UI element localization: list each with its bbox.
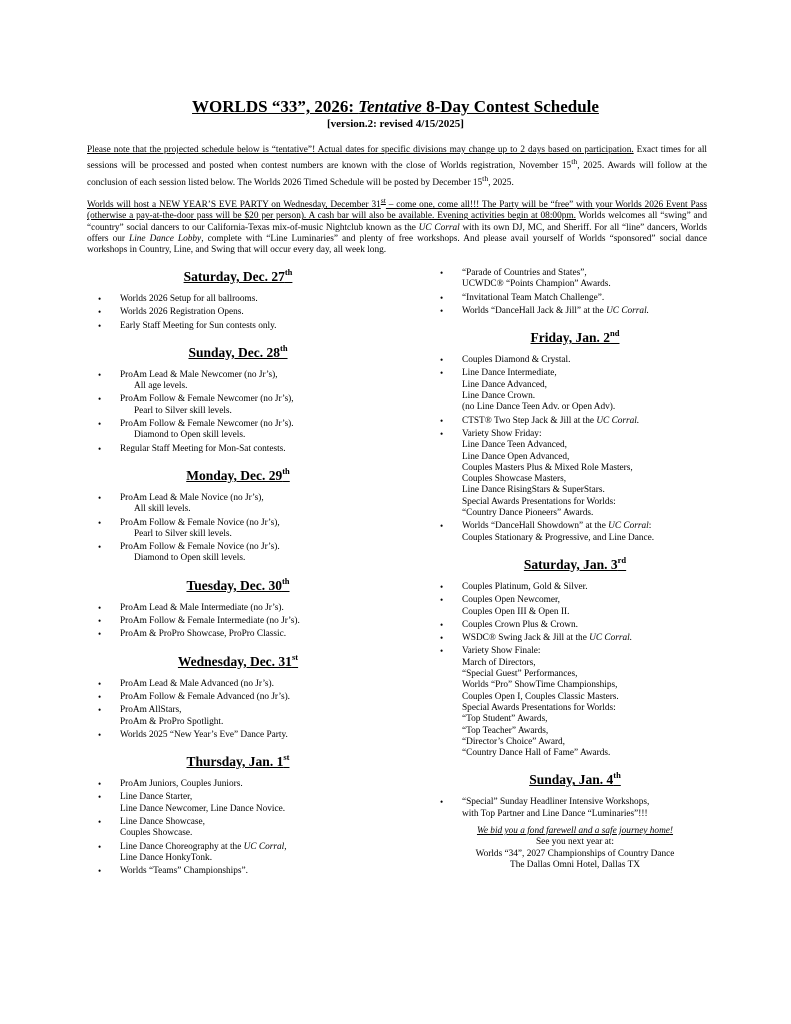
intro-text: Worlds welcomes all “swing” and “country” social dancers to our California-Texas mix-of-music Nightclub known as the xyxy=(87,211,707,233)
venue-name: UC Corral. xyxy=(596,415,640,426)
version-subtitle: [version.2: revised 4/15/2025] xyxy=(327,118,464,130)
list-item xyxy=(430,521,720,544)
superscript: th xyxy=(571,157,578,167)
next-year-event: Worlds “34”, 2027 Championships of Country Dance xyxy=(475,848,675,859)
intro-text: , 2025. Awards will follow at the conclusion of each session listed below. The Worlds 2026 Timed Schedule will be posted by December 15 xyxy=(87,161,708,188)
item-line: : xyxy=(648,521,652,532)
superscript: nd xyxy=(610,328,620,339)
item-line: CTST® Two Step Jack & Jill at the xyxy=(462,415,597,426)
venue-name: UC Corral xyxy=(608,521,649,532)
list-item xyxy=(88,518,388,541)
list-item xyxy=(88,817,388,840)
superscript: rd xyxy=(617,554,627,565)
day-heading-tue-dec-30 xyxy=(88,577,388,595)
item-subline: “Top Teacher” Awards, xyxy=(462,725,549,736)
item-line: ProAm Follow & Female Novice (no Jr’s), xyxy=(120,517,280,528)
list-item xyxy=(88,705,388,728)
item-line: WSDC® Swing Jack & Jill at the xyxy=(462,633,590,644)
item-subline: All age levels. xyxy=(134,381,188,392)
list-item xyxy=(88,679,388,690)
party-note: – come one, come all!!! The Party will be “free” with your Worlds 2026 Event Pass (otherwise a pay-at-the-door pass will be $20 per person). A cash bar will also be available. Evening activities begin at 08:00pm. xyxy=(87,200,707,222)
day-name: Sunday, Dec. 28 xyxy=(188,344,280,360)
day-name: Wednesday, Dec. 31 xyxy=(177,653,292,669)
day-heading-mon-dec-29 xyxy=(88,467,388,485)
list-item: • ProAm Juniors, Couples Juniors. xyxy=(88,779,388,790)
farewell-message: We bid you a fond farewell and a safe journey home! xyxy=(476,825,674,836)
day-items-thu-jan-1-continued xyxy=(430,268,720,317)
day-items-sun-jan-4 xyxy=(430,797,720,820)
superscript: th xyxy=(613,770,621,781)
list-item: • “Invitational Team Match Challenge”. xyxy=(430,293,720,304)
item-line: Line Dance Choreography at the xyxy=(120,841,244,852)
item-subline: Line Dance Teen Advanced, xyxy=(462,440,568,451)
list-item xyxy=(430,368,720,413)
list-item: • Couples Crown Plus & Crown. xyxy=(430,620,720,631)
list-item: • Worlds 2026 Registration Opens. xyxy=(88,307,388,318)
item-subline: Couples Showcase. xyxy=(120,828,193,839)
item-subline: “Country Dance Hall of Fame” Awards. xyxy=(462,748,611,759)
item-subline: “Country Dance Pioneers” Awards. xyxy=(462,508,594,519)
item-line: Line Dance Showcase, xyxy=(120,817,205,828)
item-subline: All skill levels. xyxy=(134,504,191,515)
venue-name: Line Dance Lobby xyxy=(129,233,202,244)
intro-text: Exact times for all sessions will be processed and posted when contest numbers are known with the close of Worlds registration, November 15 xyxy=(87,145,707,172)
day-heading-sat-jan-3 xyxy=(430,556,720,574)
item-subline: Line Dance Crown. xyxy=(462,391,536,402)
day-items-mon-dec-29 xyxy=(88,493,388,565)
item-subline: Special Awards Presentations for Worlds: xyxy=(462,496,616,507)
superscript: th xyxy=(284,267,293,277)
day-items-sat-jan-3 xyxy=(430,582,720,759)
item-line: “Special” Sunday Headliner Intensive Workshops, xyxy=(462,797,650,808)
day-heading-sat-dec-27 xyxy=(88,268,388,286)
superscript: st xyxy=(283,752,290,763)
list-item xyxy=(88,692,388,703)
list-item xyxy=(430,797,720,820)
intro-text: with its own DJ, MC, and Sheriff. For all “line” dancers, Worlds offers our xyxy=(87,222,707,244)
list-item: • Couples Platinum, Gold & Silver. xyxy=(430,582,720,593)
superscript: st xyxy=(380,196,386,205)
intro-text: , complete with “Line Luminaries” and plenty of free workshops. And please avail yourself of Worlds “sponsored” social dance workshops in Country, Line, and Swing that will occur every day, all week long. xyxy=(87,233,707,255)
item-subline: Line Dance Advanced, xyxy=(462,379,547,390)
item-line: ProAm Follow & Female Newcomer (no Jr’s). xyxy=(120,419,294,430)
list-item xyxy=(430,306,720,317)
list-item xyxy=(88,493,388,516)
superscript: th xyxy=(482,173,489,183)
list-item: • Couples Diamond & Crystal. xyxy=(430,355,720,366)
title-part: WORLDS “33”, 2026: xyxy=(192,97,359,116)
superscript: st xyxy=(291,651,299,662)
day-heading-sun-jan-4 xyxy=(430,771,720,789)
list-item: • ProAm Lead & Male Intermediate (no Jr’s). xyxy=(88,603,388,614)
item-subline: Diamond to Open skill levels. xyxy=(134,553,246,564)
farewell-block xyxy=(430,826,720,871)
day-name: Thursday, Jan. 1 xyxy=(186,754,284,770)
item-line: ProAm Lead & Male Newcomer (no Jr’s), xyxy=(120,369,278,380)
list-item: • ProAm Follow & Female Intermediate (no Jr’s). xyxy=(88,616,388,627)
schedule-right-column xyxy=(430,268,720,871)
day-items-fri-jan-2 xyxy=(430,355,720,544)
item-subline: “Director’s Choice” Award, xyxy=(462,736,566,747)
day-heading-wed-dec-31 xyxy=(88,653,388,671)
item-subline: Couples Showcase Masters, xyxy=(462,474,567,485)
item-subline: Worlds “Pro” ShowTime Championships, xyxy=(462,680,618,691)
item-line: Couples Open Newcomer, xyxy=(462,595,560,606)
party-note: Worlds will host a NEW YEAR’S EVE PARTY on Wednesday, December 31 xyxy=(87,200,381,211)
item-line: ProAm Follow & Female Novice (no Jr’s). xyxy=(120,542,280,553)
day-name: Tuesday, Dec. 30 xyxy=(186,577,282,593)
list-item xyxy=(88,444,388,455)
item-line: ProAm Lead & Male Advanced (no Jr’s). xyxy=(120,678,274,689)
list-item xyxy=(88,792,388,815)
day-items-sun-dec-28 xyxy=(88,370,388,455)
list-item xyxy=(430,633,720,644)
list-item: • ProAm & ProPro Showcase, ProPro Classic. xyxy=(88,629,388,640)
item-line: Worlds “DanceHall Jack & Jill” at the xyxy=(462,305,607,316)
day-name: Friday, Jan. 2 xyxy=(530,330,611,346)
title-tentative: Tentative xyxy=(358,97,422,116)
superscript: th xyxy=(281,575,290,586)
list-item xyxy=(88,419,388,442)
item-line: • Variety Show Friday: xyxy=(462,428,542,439)
list-item xyxy=(88,542,388,565)
venue-name: UC Corral. xyxy=(589,633,633,644)
item-line: “Parade of Countries and States”, xyxy=(462,268,587,278)
list-item xyxy=(430,268,720,291)
list-item xyxy=(430,595,720,618)
list-item xyxy=(88,370,388,393)
superscript: th xyxy=(279,342,288,353)
item-subline: “Top Student” Awards, xyxy=(462,714,548,725)
day-items-tue-dec-30 xyxy=(88,603,388,641)
day-name: Saturday, Dec. 27 xyxy=(183,269,285,284)
list-item: • Worlds 2026 Setup for all ballrooms. xyxy=(88,294,388,305)
title-part: 8-Day Contest Schedule xyxy=(421,97,599,116)
day-items-wed-dec-31 xyxy=(88,679,388,741)
item-subline: Pearl to Silver skill levels. xyxy=(134,405,232,416)
item-line: Line Dance Starter, xyxy=(120,792,193,803)
item-subline: Line Dance HonkyTonk. xyxy=(120,852,213,863)
item-line: ProAm Follow & Female Advanced (no Jr’s). xyxy=(120,691,290,702)
list-item: • Worlds “Teams” Championships”. xyxy=(88,866,388,877)
item-line: Regular Staff Meeting for Mon-Sat contests. xyxy=(120,443,286,454)
day-heading-fri-jan-2 xyxy=(430,329,720,347)
intro-note: Please note that the projected schedule below is “tentative”! Actual dates for specific divisions may change up to 2 days based on participation. xyxy=(87,145,634,155)
item-subline: Line Dance RisingStars & SuperStars. xyxy=(462,485,605,496)
item-line: ProAm Lead & Male Novice (no Jr’s), xyxy=(120,492,264,503)
item-subline: UCWDC® “Points Champion” Awards. xyxy=(462,279,611,290)
list-item xyxy=(88,394,388,417)
item-line: ProAm Follow & Female Newcomer (no Jr’s), xyxy=(120,394,294,405)
item-subline: (no Line Dance Teen Adv. or Open Adv). xyxy=(462,402,616,413)
intro-paragraph-party xyxy=(87,195,707,256)
next-year-venue: The Dallas Omni Hotel, Dallas TX xyxy=(510,859,640,870)
item-subline: March of Directors, xyxy=(462,657,536,668)
item-subline: Pearl to Silver skill levels. xyxy=(134,528,232,539)
item-line: Worlds “DanceHall Showdown” at the xyxy=(462,521,609,532)
day-items-sat-dec-27 xyxy=(88,294,388,332)
list-item xyxy=(430,416,720,427)
item-line: ProAm AllStars, xyxy=(120,705,182,716)
list-item xyxy=(88,842,388,865)
item-subline: Line Dance Open Advanced, xyxy=(462,451,570,462)
schedule-left-column xyxy=(88,268,388,880)
list-item xyxy=(430,646,720,759)
intro-text: , 2025. xyxy=(488,177,514,188)
item-subline: Diamond to Open skill levels. xyxy=(134,430,246,441)
list-item xyxy=(88,730,388,741)
day-heading-sun-dec-28 xyxy=(88,344,388,362)
intro-paragraph-schedule xyxy=(87,145,707,189)
page-title xyxy=(0,97,791,117)
item-subline: “Special Guest” Performances, xyxy=(462,669,578,680)
day-name: Saturday, Jan. 3 xyxy=(523,556,618,572)
farewell-line: See you next year at: xyxy=(536,837,614,848)
day-heading-thu-jan-1 xyxy=(88,753,388,771)
item-line: Worlds 2025 “New Year’s Eve” Dance Party. xyxy=(120,729,288,740)
item-subline: Couples Masters Plus & Mixed Role Masters, xyxy=(462,462,633,473)
day-name: Sunday, Jan. 4 xyxy=(529,772,614,788)
list-item xyxy=(430,429,720,519)
item-subline: Couples Open III & Open II. xyxy=(462,606,570,617)
venue-name: UC Corral. xyxy=(606,305,649,316)
venue-name: UC Corral, xyxy=(243,841,287,852)
item-subline: Couples Stationary & Progressive, and Line Dance. xyxy=(462,532,655,543)
day-items-thu-jan-1 xyxy=(88,779,388,877)
venue-name: UC Corral xyxy=(418,222,460,233)
item-line: • Line Dance Intermediate, xyxy=(462,368,557,379)
item-subline: Couples Open I, Couples Classic Masters. xyxy=(462,691,619,702)
item-subline: Special Awards Presentations for Worlds: xyxy=(462,702,616,713)
item-subline: ProAm & ProPro Spotlight. xyxy=(120,716,224,727)
item-line: • Variety Show Finale: xyxy=(462,646,541,657)
item-subline: with Top Partner and Line Dance “Luminaries”!!! xyxy=(462,808,648,819)
list-item: • Early Staff Meeting for Sun contests only. xyxy=(88,321,388,332)
day-name: Monday, Dec. 29 xyxy=(186,467,283,483)
superscript: th xyxy=(282,465,290,476)
item-subline: Line Dance Newcomer, Line Dance Novice. xyxy=(120,803,286,814)
